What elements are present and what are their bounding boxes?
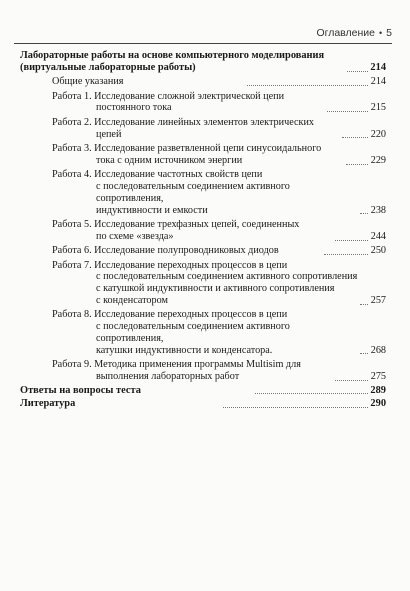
running-header bbox=[316, 27, 392, 39]
toc-entry-title-line: Работа 7. Исследование переходных процессов в цепи bbox=[52, 259, 288, 271]
toc-entry-work5[interactable] bbox=[20, 219, 386, 243]
toc-entry-title-line: Лабораторные работы на основе компьютерного моделирования bbox=[20, 50, 325, 61]
toc-entry-title-line: Литература bbox=[20, 398, 76, 410]
toc-entry-title-line: по схеме «звезда» bbox=[96, 230, 174, 242]
toc-entry-title bbox=[52, 359, 333, 383]
toc-dot-leader bbox=[346, 163, 368, 165]
toc-entry-title-line: с последовательным соединением активного сопротивления, bbox=[96, 321, 290, 344]
toc-entry-title bbox=[52, 117, 340, 141]
toc-page-number: 229 bbox=[370, 154, 387, 166]
toc-entry-title bbox=[52, 169, 358, 216]
toc-entry-title bbox=[52, 245, 322, 257]
toc-entry-title-line: катушки индуктивности и конденсатора. bbox=[96, 344, 273, 356]
toc-page-number: 250 bbox=[370, 245, 386, 257]
toc-entry-title-line: выполнения лабораторных работ bbox=[96, 370, 240, 382]
toc-entry-answers[interactable] bbox=[20, 385, 386, 397]
toc-entry-work6[interactable] bbox=[20, 245, 386, 257]
toc-entry-title bbox=[52, 309, 358, 356]
toc-entry-title bbox=[20, 385, 253, 397]
toc-dot-leader bbox=[247, 84, 368, 86]
toc-dot-leader bbox=[324, 253, 368, 255]
toc-entry-title bbox=[20, 398, 221, 410]
toc-dot-leader bbox=[360, 212, 368, 214]
toc-entry-title-line: Работа 2. Исследование линейных элементов электрических bbox=[52, 116, 315, 128]
toc-entry-title-line: индуктивности и емкости bbox=[96, 204, 208, 216]
toc-dot-leader bbox=[327, 110, 368, 112]
toc-page-number: 275 bbox=[370, 370, 387, 382]
toc-dot-leader bbox=[342, 136, 368, 138]
toc-entry-title bbox=[20, 50, 345, 74]
toc-dot-leader bbox=[335, 239, 368, 241]
toc-entry-title-line: Работа 6. Исследование полупроводниковых диодов bbox=[52, 245, 279, 257]
toc-page-number: 244 bbox=[370, 230, 386, 242]
toc-dot-leader bbox=[223, 406, 368, 408]
table-of-contents bbox=[20, 48, 386, 410]
toc-entry-lab-section[interactable] bbox=[20, 50, 386, 74]
toc-page-number: 214 bbox=[370, 76, 387, 88]
toc-entry-title-line: тока с одним источником энергии bbox=[96, 154, 243, 166]
toc-entry-title-line: Работа 1. Исследование сложной электрической цепи bbox=[52, 90, 285, 102]
header-page-number: 5 bbox=[386, 27, 392, 39]
toc-entry-title-line: с конденсатором bbox=[96, 294, 168, 306]
toc-entry-literature[interactable] bbox=[20, 398, 386, 410]
header-bullet: • bbox=[379, 28, 383, 38]
toc-entry-title-line: Работа 4. Исследование частотных свойств цепи bbox=[52, 169, 263, 181]
toc-entry-title-line: цепей bbox=[96, 128, 122, 140]
toc-entry-title-line: Работа 9. Методика применения программы Multisim для bbox=[52, 359, 301, 371]
toc-page-number: 257 bbox=[370, 294, 386, 306]
toc-entry-title-line: с катушкой индуктивности и активного сопротивления bbox=[96, 283, 335, 295]
toc-entry-title-line: с последовательным соединением активного сопротивления, bbox=[96, 180, 290, 204]
toc-page-number: 238 bbox=[370, 204, 386, 216]
toc-page-number: 268 bbox=[370, 344, 386, 356]
toc-entry-title-line: с последовательным соединением активного сопротивления bbox=[96, 271, 358, 283]
toc-entry-work2[interactable] bbox=[20, 117, 386, 141]
toc-page-number: 220 bbox=[370, 128, 387, 140]
toc-dot-leader bbox=[360, 352, 368, 354]
toc-entry-title bbox=[52, 219, 333, 243]
toc-dot-leader bbox=[335, 379, 368, 381]
toc-page-number: 290 bbox=[370, 398, 387, 410]
toc-page-number: 289 bbox=[370, 384, 386, 396]
toc-dot-leader bbox=[347, 70, 368, 72]
header-title: Оглавление bbox=[316, 27, 375, 39]
toc-entry-work3[interactable] bbox=[20, 143, 386, 167]
toc-entry-work1[interactable] bbox=[20, 91, 386, 115]
toc-page-number: 215 bbox=[370, 102, 387, 114]
toc-entry-title-line: Ответы на вопросы теста bbox=[20, 384, 141, 396]
toc-entry-title bbox=[52, 91, 325, 115]
toc-entry-title-line: Работа 8. Исследование переходных процессов в цепи bbox=[52, 309, 288, 321]
toc-entry-title-line: Общие указания bbox=[52, 76, 124, 88]
toc-entry-title bbox=[52, 260, 358, 307]
header-rule bbox=[14, 43, 392, 44]
toc-entry-title-line: Работа 5. Исследование трехфазных цепей, соединенных bbox=[52, 218, 300, 230]
toc-entry-title-line: Работа 3. Исследование разветвленной цепи синусоидального bbox=[52, 142, 322, 154]
toc-dot-leader bbox=[360, 303, 368, 305]
toc-dot-leader bbox=[255, 392, 368, 394]
toc-entry-work7[interactable] bbox=[20, 260, 386, 307]
toc-entry-title-line: (виртуальные лабораторные работы) bbox=[20, 61, 196, 73]
toc-entry-work8[interactable] bbox=[20, 309, 386, 356]
toc-entry-title-line: постоянного тока bbox=[96, 102, 172, 114]
toc-entry-title bbox=[52, 76, 245, 88]
toc-entry-work4[interactable] bbox=[20, 169, 386, 216]
toc-entry-work9[interactable] bbox=[20, 359, 386, 383]
toc-page-number: 214 bbox=[370, 61, 387, 73]
toc-entry-title bbox=[52, 143, 344, 167]
toc-entry-general[interactable] bbox=[20, 76, 386, 88]
